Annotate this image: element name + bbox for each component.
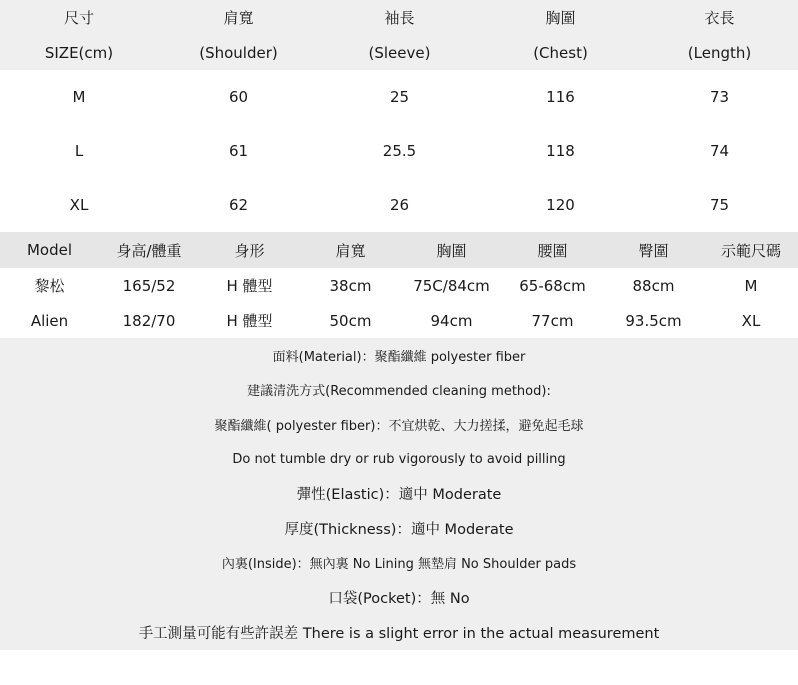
measurement-note-line: 手工測量可能有些許誤差 There is a slight error in the actual measurement (138, 625, 660, 642)
model-row (0, 303, 798, 338)
body-type-cell: H 體型 (226, 277, 273, 295)
chest-cell: 120 (546, 196, 575, 214)
sleeve-cell: 25.5 (382, 142, 417, 160)
pocket-line: 口袋(Pocket)：無 No (328, 590, 470, 607)
model-header-height-weight: 身高/體重 (116, 241, 182, 260)
demo-size-cell: XL (741, 311, 761, 330)
cleaning-title-line: 建議清洗方式(Recommended cleaning method): (247, 384, 551, 400)
model-header-chest: 胸圍 (436, 241, 467, 260)
shoulder-cell: 61 (228, 142, 249, 160)
sleeve-cell: 25 (389, 88, 410, 106)
model-header-waist: 腰圍 (537, 241, 568, 260)
hip-cell: 93.5cm (625, 311, 682, 330)
size-table-header (0, 0, 798, 70)
height-weight-cell: 182/70 (122, 311, 176, 330)
product-info-block (0, 338, 798, 650)
cleaning-en-line: Do not tumble dry or rub vigorously to avoid pilling (232, 451, 566, 467)
size-cell: XL (69, 196, 89, 214)
demo-size-cell: M (744, 276, 758, 295)
model-header-hip: 臀圍 (638, 241, 669, 260)
size-row-m (0, 70, 798, 124)
cleaning-cn-line: 聚酯纖維( polyester fiber)：不宜烘乾、大力搓揉，避免起毛球 (214, 418, 584, 434)
shoulder-cell: 50cm (329, 311, 372, 330)
model-table-header (0, 232, 798, 268)
size-header-chest-cn: 胸圍 (545, 9, 576, 27)
size-table-body (0, 70, 798, 232)
body-type-cell: H 體型 (226, 312, 273, 330)
height-weight-cell: 165/52 (122, 276, 176, 295)
size-header-length-cn: 衣長 (704, 9, 735, 27)
size-header-sleeve-cn: 袖長 (384, 9, 415, 27)
size-header-size-cn: 尺寸 (63, 9, 94, 27)
model-row (0, 268, 798, 303)
model-header-demo-size: 示範尺碼 (720, 241, 781, 260)
material-line: 面料(Material)：聚酯纖維 polyester fiber (272, 349, 526, 365)
model-table-body (0, 268, 798, 338)
model-header-body-type: 身形 (234, 241, 265, 260)
waist-cell: 77cm (531, 311, 574, 330)
model-name-cell: Alien (30, 311, 69, 330)
chest-cell: 75C/84cm (413, 276, 490, 295)
shoulder-cell: 38cm (329, 276, 372, 295)
inside-line: 內裏(Inside)：無內裏 No Lining 無墊肩 No Shoulder pads (221, 557, 577, 573)
length-cell: 74 (709, 142, 730, 160)
size-cell: L (74, 142, 84, 160)
length-cell: 75 (709, 196, 730, 214)
size-row-xl (0, 178, 798, 232)
size-header-chest-en: (Chest) (533, 43, 588, 62)
shoulder-cell: 60 (228, 88, 249, 106)
hip-cell: 88cm (632, 276, 675, 295)
size-header-row-cn (0, 0, 798, 35)
size-header-shoulder-en: (Shoulder) (199, 43, 278, 62)
size-header-shoulder-cn: 肩寬 (223, 9, 254, 27)
model-name-cell: 黎松 (34, 277, 65, 295)
size-header-size-en: SIZE(cm) (44, 43, 114, 62)
model-header-row (0, 232, 798, 268)
thickness-line: 厚度(Thickness)：適中 Moderate (284, 521, 514, 538)
model-header-model: Model (26, 241, 73, 259)
chest-cell: 116 (546, 88, 575, 106)
chest-cell: 94cm (430, 311, 473, 330)
size-header-sleeve-en: (Sleeve) (368, 43, 431, 62)
chest-cell: 118 (546, 142, 575, 160)
model-header-shoulder: 肩寬 (335, 241, 366, 260)
length-cell: 73 (709, 88, 730, 106)
shoulder-cell: 62 (228, 196, 249, 214)
sleeve-cell: 26 (389, 196, 410, 214)
elastic-line: 彈性(Elastic)：適中 Moderate (296, 487, 502, 504)
size-cell: M (72, 88, 86, 106)
size-header-row-en (0, 35, 798, 70)
size-header-length-en: (Length) (687, 43, 752, 62)
waist-cell: 65-68cm (519, 276, 586, 295)
size-row-l (0, 124, 798, 178)
